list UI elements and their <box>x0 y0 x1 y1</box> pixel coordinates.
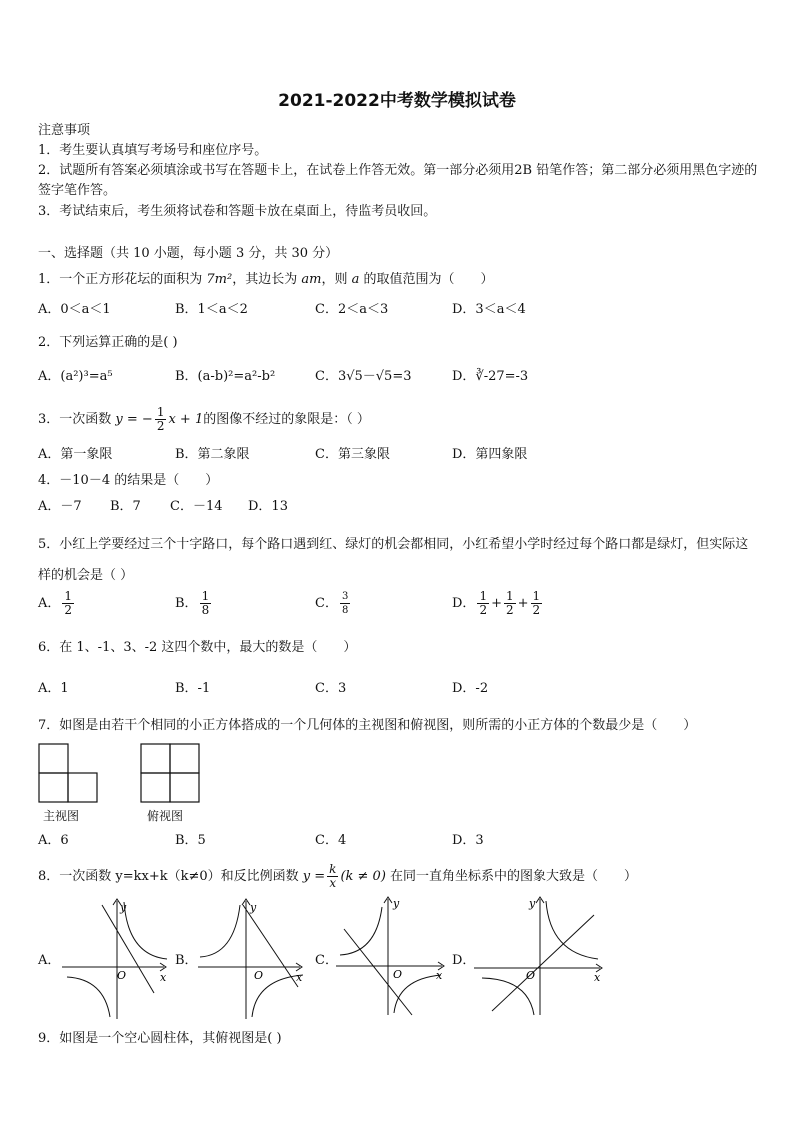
svg-text:O: O <box>254 969 264 982</box>
svg-text:x: x <box>160 971 167 984</box>
q4-option-b: B．7 <box>110 499 141 514</box>
q8-label-c: C． <box>315 953 338 968</box>
q4-option-d: D．13 <box>248 499 288 514</box>
question-2: 2．下列运算正确的是( ) <box>38 335 178 350</box>
q8-label-a: A． <box>38 953 61 968</box>
question-1: 1．一个正方形花坛的面积为 7m²，其边长为 am，则 a 的取值范围为（ ） <box>38 272 494 287</box>
q2-option-a: A．(a²)³=a⁵ <box>38 369 113 384</box>
top-view-figure <box>140 743 202 805</box>
q6-option-a: A．1 <box>38 681 69 696</box>
svg-text:y: y <box>120 901 127 914</box>
graph-a <box>62 897 172 1022</box>
q3-option-c: C．第三象限 <box>315 447 390 462</box>
q6-option-c: C．3 <box>315 681 347 696</box>
notice-item-2: 2．试题所有答案必须填涂或书写在答题卡上，在试卷上作答无效。第一部分必须用2B 铅笔作答；第二部分必须用黑色字迹的签字笔作答。 <box>38 163 758 198</box>
svg-text:x: x <box>594 971 601 984</box>
front-view-caption: 主视图 <box>43 809 80 823</box>
section-heading: 一、选择题（共 10 小题，每小题 3 分，共 30 分） <box>38 246 339 261</box>
q3-option-a: A．第一象限 <box>38 447 113 462</box>
svg-text:O: O <box>117 969 127 982</box>
top-view-caption: 俯视图 <box>147 809 184 823</box>
q7-option-a: A．6 <box>38 833 69 848</box>
q1-option-d: D．3＜a＜4 <box>452 302 526 317</box>
graph-b <box>198 897 308 1022</box>
q5-option-c: C． $\frac{3}{8}$ <box>315 591 349 616</box>
q2-option-c: C．3√5－√5=3 <box>315 369 412 384</box>
svg-text:O: O <box>526 969 536 982</box>
q8-label-d: D． <box>452 953 476 968</box>
question-9: 9．如图是一个空心圆柱体，其俯视图是( ) <box>38 1031 282 1046</box>
front-view-figure <box>38 743 100 805</box>
q4-option-a: A．－7 <box>38 499 82 514</box>
q5-option-a: A． $\frac{1}{2}$ <box>38 589 73 617</box>
q5-option-b: B． $\frac{1}{8}$ <box>175 589 210 617</box>
question-5: 5．小红上学要经过三个十字路口，每个路口遇到红、绿灯的机会都相同，小红希望小学时经过每个路口都是绿灯，但实际这样的机会是（ ） <box>38 537 749 583</box>
svg-text:O: O <box>393 968 403 981</box>
q6-option-b: B．-1 <box>175 681 211 696</box>
q1-option-b: B．1＜a＜2 <box>175 302 248 317</box>
page-title: 2021-2022中考数学模拟试卷 <box>278 91 516 111</box>
svg-text:x: x <box>296 971 303 984</box>
q7-option-b: B．5 <box>175 833 206 848</box>
q5-option-d: D． $\frac{1}{2}$ + $\frac{1}{2}$ + $\frac{1}{2}$ <box>452 589 541 617</box>
svg-text:x: x <box>436 969 443 982</box>
graph-c <box>336 893 448 1018</box>
q6-option-d: D．-2 <box>452 681 489 696</box>
question-6: 6．在 1、-1、3、-2 这四个数中，最大的数是（ ） <box>38 640 357 655</box>
graph-d <box>474 893 606 1018</box>
q3-option-b: B．第二象限 <box>175 447 250 462</box>
notice-item-3: 3．考试结束后，考生须将试卷和答题卡放在桌面上，待监考员收回。 <box>38 204 437 219</box>
q1-option-a: A．0＜a＜1 <box>38 302 111 317</box>
notice-item-1: 1．考生要认真填写考场号和座位序号。 <box>38 143 268 158</box>
q2-option-d: D．∛-27=-3 <box>452 369 529 384</box>
notice-heading: 注意事项 <box>38 123 91 138</box>
svg-text:y: y <box>529 897 536 910</box>
q7-option-d: D．3 <box>452 833 484 848</box>
q3-option-d: D．第四象限 <box>452 447 528 462</box>
q3-fraction: $\frac{1}{2}$ <box>156 405 165 433</box>
q2-option-b: B．(a-b)²=a²-b² <box>175 369 276 384</box>
question-8: 8．一次函数 y=kx+k（k≠0）和反比例函数 y = $\frac{k}{x}$ (k ≠ 0) 在同一直角坐标系中的图象大致是（ ） <box>38 862 638 890</box>
question-7: 7．如图是由若干个相同的小正方体搭成的一个几何体的主视图和俯视图，则所需的小正方体的个数最少是（ ） <box>38 718 697 733</box>
q7-option-c: C．4 <box>315 833 347 848</box>
q8-label-b: B． <box>175 953 198 968</box>
svg-text:y: y <box>250 901 257 914</box>
q1-option-c: C．2＜a＜3 <box>315 302 389 317</box>
q4-option-c: C．－14 <box>170 499 223 514</box>
svg-text:y: y <box>393 897 400 910</box>
question-4: 4．－10－4 的结果是（ ） <box>38 473 219 488</box>
question-3: 3．一次函数 y = − $\frac{1}{2}$ x + 1的图像不经过的象限是：（ ） <box>38 405 370 433</box>
